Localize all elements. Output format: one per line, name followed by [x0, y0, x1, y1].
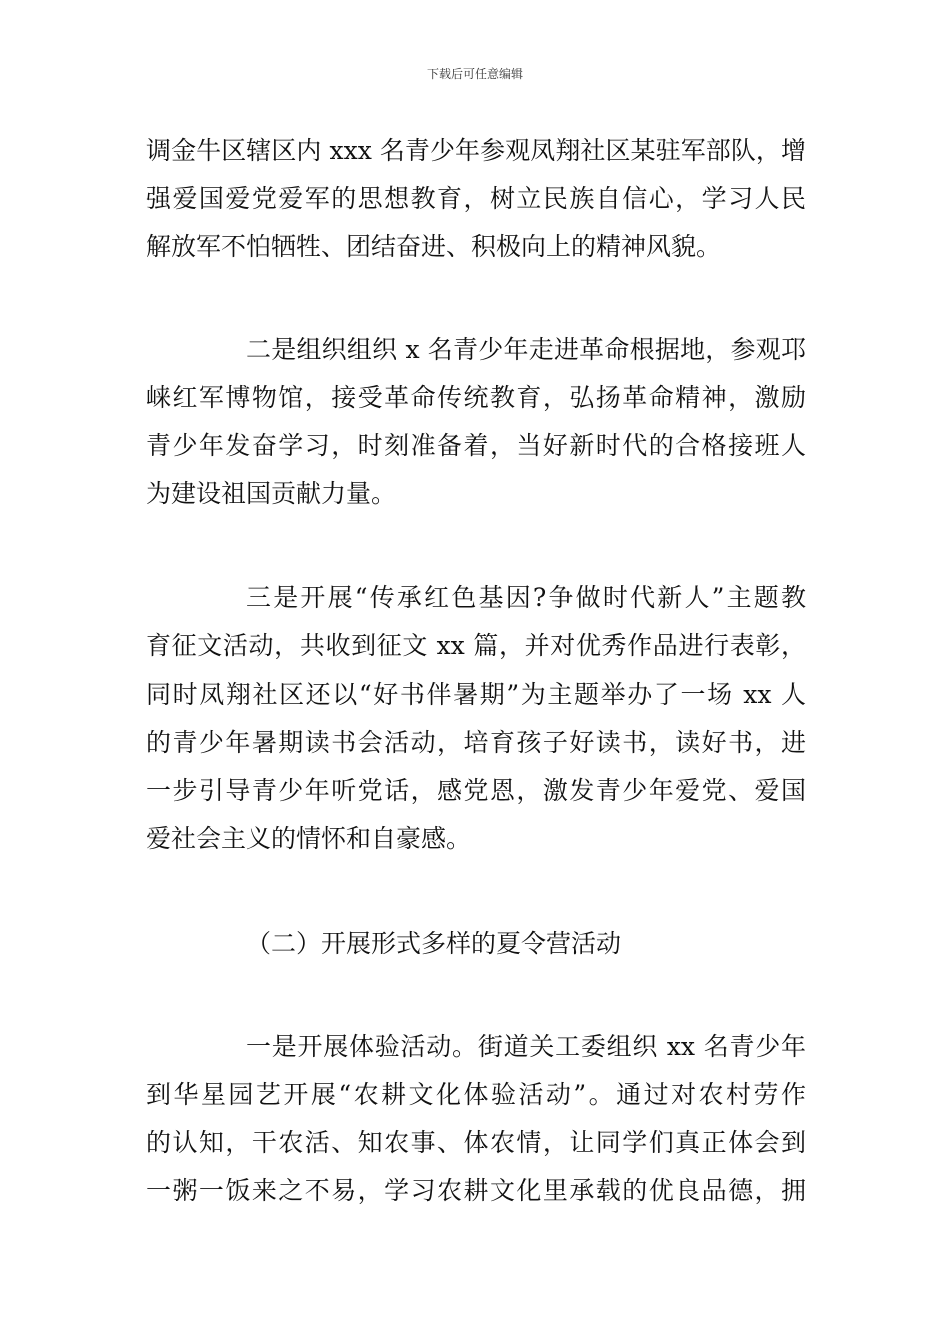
paragraph-2-line-2: 崃红军博物馆，接受革命传统教育，弘扬革命精神，激励	[146, 383, 806, 412]
paragraph-2-line-4: 为建设祖国贡献力量。	[146, 479, 397, 508]
paragraph-3-line-2: 育征文活动，共收到征文 xx 篇，并对优秀作品进行表彰，	[146, 631, 806, 660]
paragraph-4-line-2: 到华星园艺开展“农耕文化体验活动”。通过对农村劳作	[146, 1080, 806, 1109]
paragraph-1-line-1: 调金牛区辖区内 xxx 名青少年参观凤翔社区某驻军部队，增	[146, 136, 806, 165]
section-heading: （二）开展形式多样的夏令营活动	[246, 929, 622, 958]
paragraph-4-line-4: 一粥一饭来之不易，学习农耕文化里承载的优良品德，拥	[146, 1176, 806, 1205]
paragraph-3-line-3: 同时凤翔社区还以“好书伴暑期”为主题举办了一场 xx 人	[146, 680, 806, 709]
paragraph-2-line-1: 二是组织组织 x 名青少年走进革命根据地，参观邛	[246, 335, 806, 364]
page-header: 下载后可任意编辑	[426, 67, 523, 81]
paragraph-2-line-3: 青少年发奋学习，时刻准备着，当好新时代的合格接班人	[146, 431, 806, 460]
paragraph-3-line-5: 一步引导青少年听党话，感党恩，激发青少年爱党、爱国	[146, 776, 806, 805]
paragraph-4-line-3: 的认知，干农活、知农事、体农情，让同学们真正体会到	[146, 1128, 806, 1157]
paragraph-3-line-6: 爱社会主义的情怀和自豪感。	[146, 824, 472, 853]
paragraph-1-line-3: 解放军不怕牺牲、团结奋进、积极向上的精神风貌。	[146, 232, 722, 261]
paragraph-4-line-1: 一是开展体验活动。街道关工委组织 xx 名青少年	[246, 1032, 806, 1061]
paragraph-3-line-4: 的青少年暑期读书会活动，培育孩子好读书，读好书，进	[146, 728, 806, 757]
paragraph-1-line-2: 强爱国爱党爱军的思想教育，树立民族自信心，学习人民	[146, 184, 806, 213]
paragraph-3-line-1: 三是开展“传承红色基因?争做时代新人”主题教	[246, 583, 806, 612]
